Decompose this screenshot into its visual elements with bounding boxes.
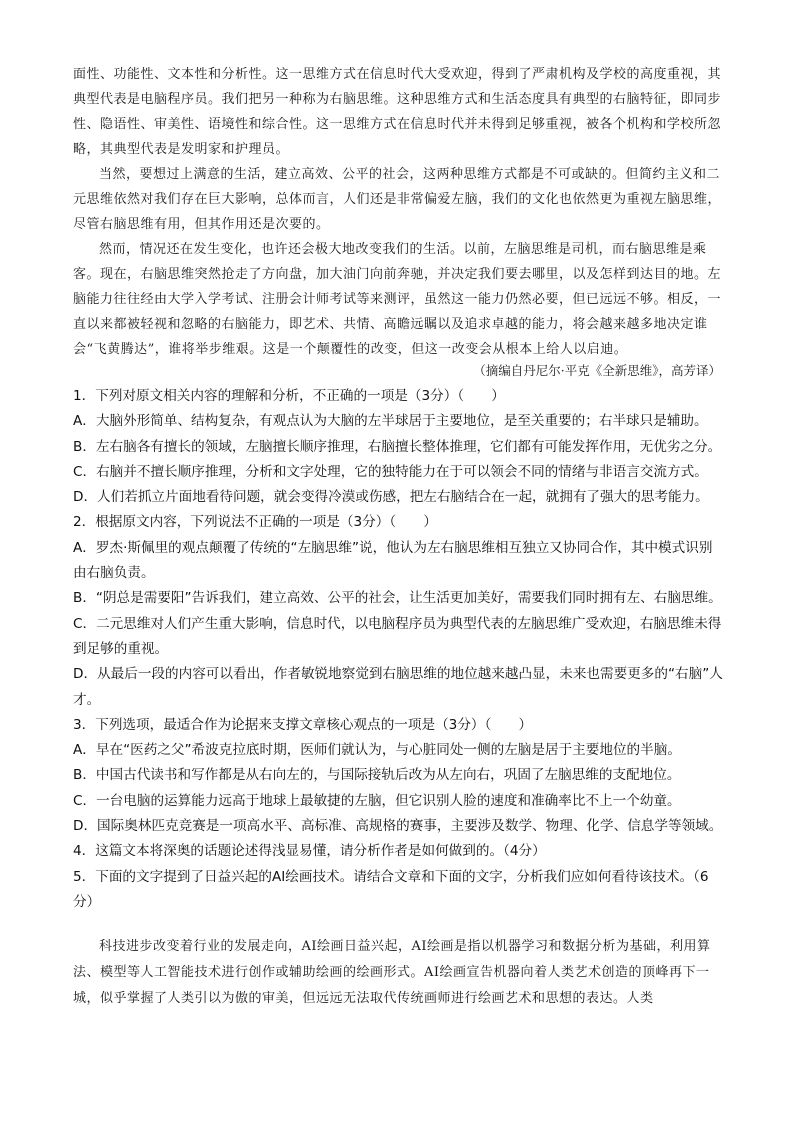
passage-paragraph-1: 面性、功能性、文本性和分析性。这一思维方式在信息时代大受欢迎，得到了严肃机构及学校的高度重视，其典型代表是电脑程序员。我们把另一种称为右脑思维。这种思维方式和生活态度具有典型的右脑特征，即同步性、隐语性、审美性、语境性和综合性。这一思维方式在信息时代并未得到足够重视，被各个机构和学校所忽略，其典型代表是发明家和护理员。 <box>73 67 722 157</box>
passage-paragraph-2: 当然，要想过上满意的生活，建立高效、公平的社会，这两种思维方式都是不可或缺的。但简约主义和二元思维依然对我们存在巨大影响，总体而言，人们还是非常偏爱左脑，我们的文化也依然更为重视左脑思维，尽管右脑思维有用，但其作用还是次要的。 <box>73 167 722 232</box>
option-d: D．人们若抓立片面地看待问题，就会变得冷漠或伤感，把左右脑结合在一起，就拥有了强大的思考能力。 <box>73 489 709 506</box>
option-a: A．大脑外形简单、结构复杂，有观点认为大脑的左半球居于主要地位，是至关重要的；右半球只是辅助。 <box>73 413 708 430</box>
option-a: A．罗杰·斯佩里的观点颠覆了传统的“左脑思维”说，他认为左右脑思维相互独立又协同合作，其中模式识别由右脑负责。 <box>73 539 713 582</box>
option-d: D．国际奥林匹克竞赛是一项高水平、高标准、高规格的赛事，主要涉及数学、物理、化学、信息学等领域。 <box>73 818 723 835</box>
ai-painting-passage <box>73 934 723 1012</box>
question-1 <box>73 384 725 510</box>
question-4 <box>73 839 725 864</box>
ai-painting-paragraph: 科技进步改变着行业的发展走向，AI绘画日益兴起，AI绘画是指以机器学习和数据分析为基础，利用算法、模型等人工智能技术进行创作或辅助绘画的绘画形式。AI绘画宣告机器向着人类艺术创造的顶峰再下一城，似乎掌握了人类引以为傲的审美，但远远无法取代传统画师进行绘画艺术和思想的表达。人类 <box>73 939 711 1006</box>
option-c: C．右脑并不擅长顺序推理，分析和文字处理，它的独特能力在于可以领会不同的情绪与非语言交流方式。 <box>73 463 708 480</box>
question-stem: 3．下列选项，最适合作为论据来支撑文章核心观点的一项是（3分）（ ） <box>73 716 533 733</box>
option-c: C．一台电脑的运算能力远高于地球上最敏捷的左脑，但它识别人脸的速度和准确率比不上一个幼童。 <box>73 792 681 809</box>
question-stem: 5．下面的文字提到了日益兴起的AI绘画技术。请结合文章和下面的文字，分析我们应如何看待该技术。（6分） <box>73 868 709 910</box>
passage-paragraph-3: 然而，情况还在发生变化，也许还会极大地改变我们的生活。以前，左脑思维是司机，而右脑思维是乘客。现在，右脑思维突然抢走了方向盘，加大油门向前奔驰，并决定我们要去哪里，以及怎样到达目的地。左脑能力往往经由大学入学考试、注册会计师考试等来测评，虽然这一能力仍然必要，但已远远不够。相反，一直以来都被轻视和忽略的右脑能力，即艺术、共情、高瞻远瞩以及追求卓越的能力，将会越来越多地决定谁会“飞黄腾达”，谁将举步维艰。这是一个颠覆性的改变，但这一改变会从根本上给人以启迪。 <box>73 242 722 357</box>
question-stem: 4．这篇文本将深奥的话题论述得浅显易懂，请分析作者是如何做到的。（4分） <box>73 843 546 860</box>
question-2 <box>73 510 725 712</box>
question-stem: 2．根据原文内容，下列说法不正确的一项是（3分）（ ） <box>73 514 437 531</box>
option-b: B．中国古代读书和写作都是从右向左的，与国际接轨后改为从左向右，巩固了左脑思维的支配地位。 <box>73 767 681 784</box>
reading-passage <box>73 62 723 362</box>
question-stem: 1．下列对原文相关内容的理解和分析，不正确的一项是（3分）（ ） <box>73 388 505 404</box>
option-b: B．左右脑各有擅长的领域，左脑擅长顺序推理，右脑擅长整体推理，它们都有可能发挥作用，无优劣之分。 <box>73 438 722 455</box>
question-5 <box>73 865 725 916</box>
question-3 <box>73 713 725 839</box>
option-d: D．从最后一段的内容可以看出，作者敏锐地察觉到右脑思维的地位越来越凸显，未来也需要更多的“右脑”人才。 <box>73 666 723 708</box>
option-b: B．“阴总是需要阳”告诉我们，建立高效、公平的社会，让生活更加美好，需要我们同时拥有左、右脑思维。 <box>73 590 722 607</box>
passage-source: （摘编自丹尼尔·平克《全新思维》，高芳译） <box>473 363 721 378</box>
option-c: C．二元思维对人们产生重大影响，信息时代，以电脑程序员为典型代表的左脑思维广受欢迎，右脑思维未得到足够的重视。 <box>73 615 722 657</box>
question-list <box>73 384 725 915</box>
option-a: A．早在“医药之父”希波克拉底时期，医师们就认为，与心脏同处一侧的左脑是居于主要地位的半脑。 <box>73 742 681 759</box>
